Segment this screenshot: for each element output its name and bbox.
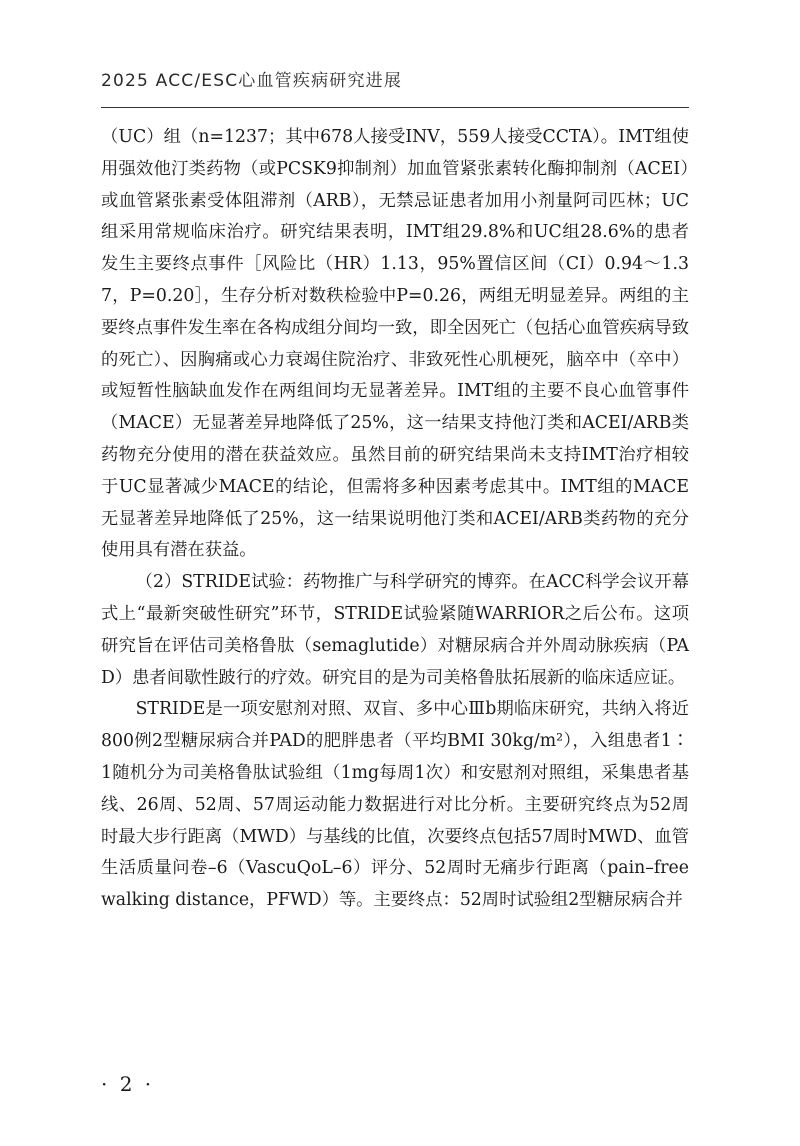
paragraph-imt-results: （UC）组（n=1237；其中678人接受INV，559人接受CCTA）。IMT组使用强效他汀类药物（或PCSK9抑制剂）加血管紧张素转化酶抑制剂（ACEI）或血管紧张素受体阻滞剂（ARB），无禁忌证患者加用小剂量阿司匹林；UC组采用常规临床治疗。研究结果表明，IMT组29.8%和UC组28.6%的患者发生主要终点事件［风险比（HR）1.13，95%置信区间（CI）0.94～1.37，P=0.20］，生存分析对数秩检验中P=0.26，两组无明显差异。两组的主要终点事件发生率在各构成组分间均一致，即全因死亡（包括心血管疾病导致的死亡）、因胸痛或心力衰竭住院治疗、非致死性心肌梗死，脑卒中（卒中）或短暂性脑缺血发作在两组间均无显著差异。IMT组的主要不良心血管事件（MACE）无显著差异地降低了25%，这一结果支持他汀类和ACEI/ARB类药物充分使用的潜在获益效应。虽然目前的研究结果尚未支持IMT治疗相较于UC显著减少MACE的结论，但需将多种因素考虑其中。IMT组的MACE无显著差异地降低了25%，这一结果说明他汀类和ACEI/ARB类药物的充分使用具有潜在获益。: [101, 127, 689, 561]
running-header: 2025 ACC/ESC心血管疾病研究进展: [101, 71, 403, 91]
body-text: [101, 122, 689, 917]
paragraph-stride-intro: （2）STRIDE试验：药物推广与科学研究的博弈。在ACC科学会议开幕式上“最新突破性研究”环节，STRIDE试验紧随WARRIOR之后公布。这项研究旨在评估司美格鲁肽（semaglutide）对糖尿病合并外周动脉疾病（PAD）患者间歇性跛行的疗效。研究目的是为司美格鲁肽拓展新的临床适应证。: [101, 572, 689, 688]
paragraph-stride-design: STRIDE是一项安慰剂对照、双盲、多中心Ⅲb期临床研究，共纳入将近800例2型糖尿病合并PAD的肥胖患者（平均BMI 30kg/m²），入组患者1∶1随机分为司美格鲁肽试验组（1mg每周1次）和安慰剂对照组，采集患者基线、26周、52周、57周运动能力数据进行对比分析。主要研究终点为52周时最大步行距离（MWD）与基线的比值，次要终点包括57周时MWD、血管生活质量问卷–6（VascuQoL–6）评分、52周时无痛步行距离（pain–free walking distance，PFWD）等。主要终点：52周时试验组2型糖尿病合并: [101, 699, 689, 911]
page-number: · 2 ·: [101, 1072, 155, 1096]
header-rule: [101, 107, 689, 108]
